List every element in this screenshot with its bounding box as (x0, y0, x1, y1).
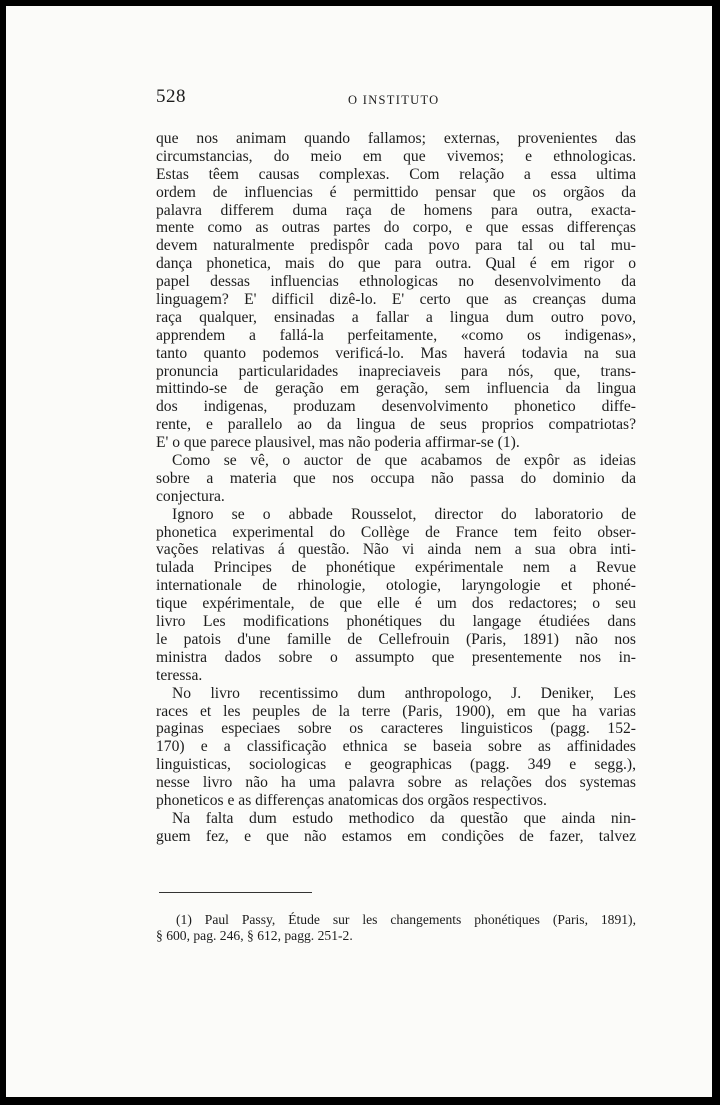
text-line: phoneticos e as differenças anatomicas dos orgãos respectivos. (156, 791, 547, 809)
text-line: que nos animam quando fallamos; externas, provenientes das (156, 130, 636, 147)
text-line: livro Les modifications phonétiques du langage étudiées dans (156, 613, 636, 631)
running-head: O INSTITUTO (348, 93, 440, 107)
text-line: tanto quanto podemos verificá-lo. Mas haverá todavia na sua (156, 344, 636, 362)
text-line: palavra differem duma raça de homens para outra, exacta- (156, 201, 636, 219)
body-text (156, 130, 636, 846)
text-line: 170) e a classificação ethnica se baseia sobre as affinidades (156, 738, 636, 756)
page-number: 528 (156, 86, 186, 107)
text-line: ministra dados sobre o assumpto que presentemente nos in- (156, 648, 636, 666)
text-line: sobre a materia que nos occupa não passa do dominio da (156, 469, 636, 487)
text-line: dos indigenas, produzam desenvolvimento phonetico diffe- (156, 398, 636, 416)
text-line: phonetica experimental do Collège de France tem feito obser- (156, 523, 636, 541)
text-line: guem fez, e que não estamos em condições de fazer, talvez (156, 827, 636, 845)
text-line: papel dessas influencias ethnologicas no desenvolvimento da (156, 273, 636, 291)
text-line: conjectura. (156, 487, 225, 505)
footnotes (156, 912, 636, 944)
text-line: tulada Principes de phonétique expérimentale nem a Revue (156, 559, 636, 577)
text-line: races et les peuples de la terre (Paris, 1900), em que ha varias (156, 702, 636, 720)
text-line: linguagem? E' difficil dizê-lo. E' certo que as creanças duma (156, 291, 636, 309)
text-line: rente, e parallelo ao da lingua de seus proprios compatriotas? (156, 416, 636, 434)
text-line: Na falta dum estudo methodico da questão que ainda nin- (172, 809, 636, 827)
text-line: devem naturalmente predispôr cada povo para tal ou tal mu- (156, 237, 636, 255)
text-line: vações relativas á questão. Não vi ainda nem a sua obra inti- (156, 541, 636, 559)
text-line: mente como as outras partes do corpo, e que essas differenças (156, 219, 636, 237)
text-line: Como se vê, o auctor de que acabamos de expôr as ideias (172, 452, 636, 470)
text-line: E' o que parece plausivel, mas não poderia affirmar-se (1). (156, 434, 520, 452)
text-line: paginas especiaes sobre os caracteres linguisticos (pagg. 152- (156, 720, 636, 738)
text-line: circumstancias, do meio em que vivemos; e ethnologicas. (156, 147, 636, 165)
text-line: tique expérimentale, de que elle é um dos redactores; o seu (156, 595, 636, 613)
footnote-line: § 600, pag. 246, § 612, pagg. 251-2. (156, 928, 353, 943)
text-line: le patois d'une famille de Cellefrouin (Paris, 1891) não nos (156, 630, 636, 648)
text-line: dança phonetica, mais do que para outra. Qual é em rigor o (156, 255, 636, 273)
text-line: apprendem a fallá-la perfeitamente, «como os indigenas», (156, 326, 636, 344)
book-page (6, 6, 712, 1097)
text-line: pronuncia particularidades inapreciaveis para nós, que, trans- (156, 362, 636, 380)
text-line: teressa. (156, 666, 203, 684)
text-line: Estas têem causas complexas. Com relação a essa ultima (156, 165, 636, 183)
text-line: nesse livro não ha uma palavra sobre as relações dos systemas (156, 774, 636, 792)
text-line: No livro recentissimo dum anthropologo, J. Deniker, Les (172, 684, 636, 702)
text-line: Ignoro se o abbade Rousselot, director do laboratorio de (172, 505, 636, 523)
text-line: raça qualquer, ensinadas a fallar a lingua dum outro povo, (156, 308, 636, 326)
text-line: ordem de influencias é permittido pensar que os orgãos da (156, 183, 636, 201)
text-line: mittindo-se de geração em geração, sem influencia da lingua (156, 380, 636, 398)
text-line: internationale de rhinologie, otologie, laryngologie et phoné- (156, 577, 636, 595)
footnote-line: (1) Paul Passy, Étude sur les changements phonétiques (Paris, 1891), (176, 912, 636, 927)
text-line: linguisticas, sociologicas e geographicas (pagg. 349 e segg.), (156, 756, 636, 774)
footnote-divider (159, 892, 312, 893)
